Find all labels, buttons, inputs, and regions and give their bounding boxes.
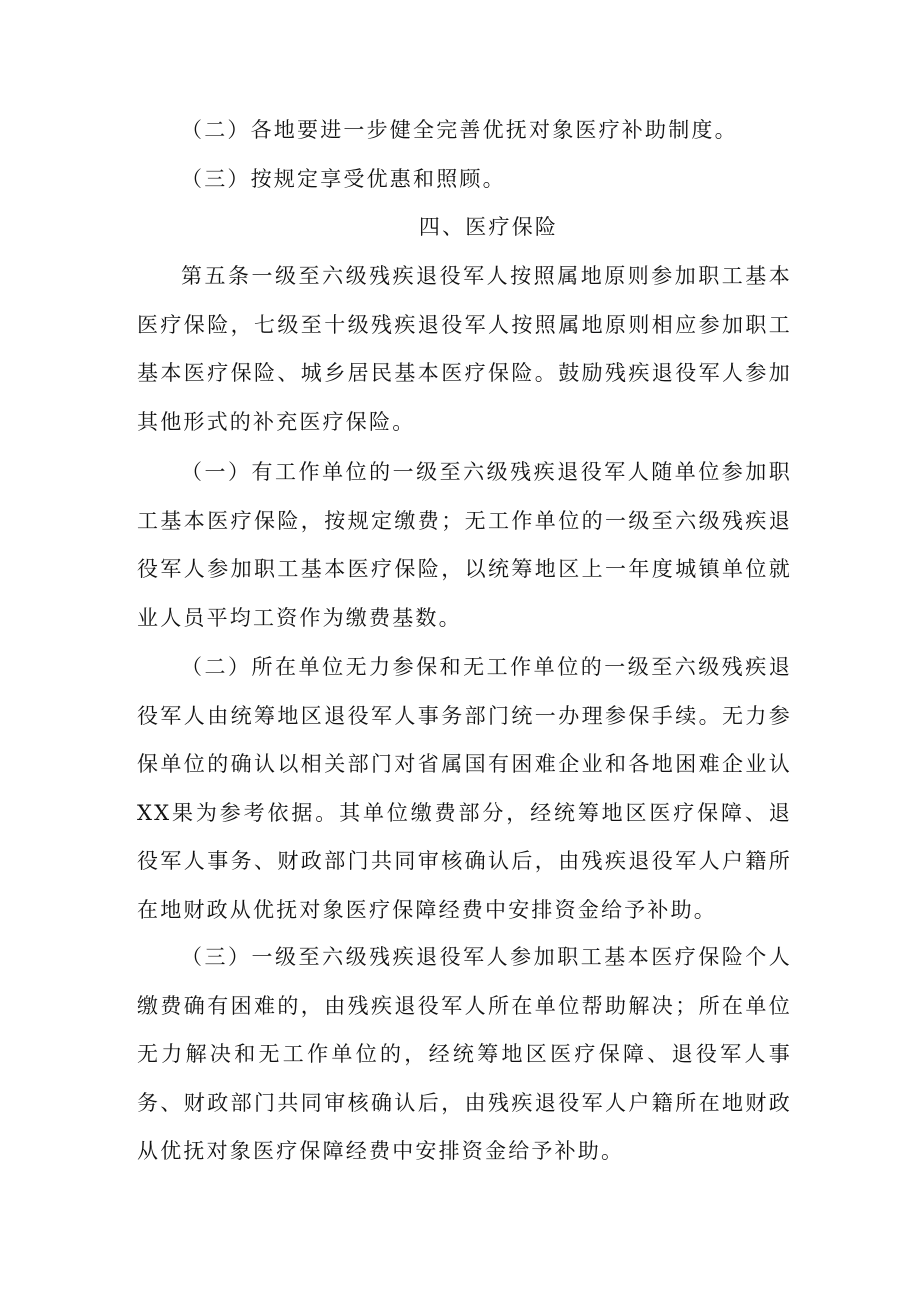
paragraph-preferential-care: （三）按规定享受优惠和照顾。 [181,167,506,191]
section-heading: 四、医疗保险 [418,215,559,239]
item-2-paragraph: （二）所在单位无力参保和无工作单位的一级至六级残疾退役军人由统筹地区退役军人事务部门统一办理参保手续。无力参保单位的确认以相关部门对省属国有困难企业和各地困难企业认XX果为参考依据。其单位缴费部分，经统筹地区医疗保障、退役军人事务、财政部门共同审核确认后，由残疾退役军人户籍所在地财政从优抚对象医疗保障经费中安排资金给予补助。 [137,655,792,922]
item-1-paragraph: （一）有工作单位的一级至六级残疾退役军人随单位参加职工基本医疗保险，按规定缴费；无工作单位的一级至六级残疾退役军人参加职工基本医疗保险，以统筹地区上一年度城镇单位就业人员平均工资作为缴费基数。 [137,460,792,630]
item-3-paragraph: （三）一级至六级残疾退役军人参加职工基本医疗保险个人缴费确有困难的，由残疾退役军人所在单位帮助解决；所在单位无力解决和无工作单位的，经统筹地区医疗保障、退役军人事务、财政部门共同审核确认后，由残疾退役军人户籍所在地财政从优抚对象医疗保障经费中安排资金给予补助。 [137,945,792,1163]
paragraph-medical-subsidy: （二）各地要进一步健全完善优抚对象医疗补助制度。 [181,118,738,142]
article-5-paragraph: 第五条一级至六级残疾退役军人按照属地原则参加职工基本医疗保险，七级至十级残疾退役军人按照属地原则相应参加职工基本医疗保险、城乡居民基本医疗保险。鼓励残疾退役军人参加其他形式的补充医疗保险。 [137,264,792,434]
